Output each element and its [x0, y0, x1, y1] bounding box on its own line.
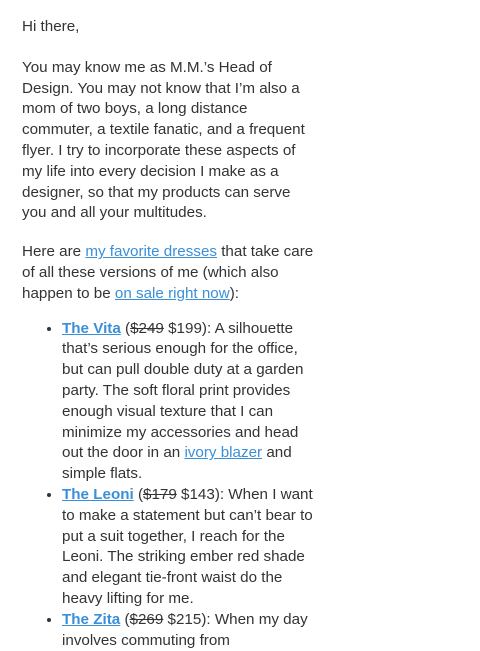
- dress-list: [22, 319, 317, 651]
- zita-old-price: $269: [129, 610, 164, 628]
- intro-paragraph: You may know me as M.M.’s Head of Design. You may not know that I’m also a mom of two boys, a long distance commuter, a textile fanatic, and a frequent flyer. I try to incorporate these aspects of my life into every decision I make as a designer, so that my products can serve you and all your multitudes.: [22, 58, 305, 222]
- greeting: Hi there,: [22, 18, 80, 35]
- zita-open-paren: (: [120, 610, 130, 628]
- email-body: [22, 17, 317, 651]
- vita-old-price: $249: [130, 319, 164, 337]
- zita-new-price: $215: [163, 610, 202, 628]
- lead-paragraph: [22, 242, 317, 304]
- vita-open-paren: (: [120, 319, 131, 337]
- favorite-dresses-link[interactable]: my favorite dresses: [85, 243, 217, 261]
- ivory-blazer-link[interactable]: ivory blazer: [184, 444, 263, 462]
- lead-text-start: Here are: [22, 243, 86, 261]
- vita-link[interactable]: The Vita: [62, 319, 121, 337]
- sale-link[interactable]: on sale right now: [114, 284, 230, 302]
- zita-link[interactable]: The Zita: [62, 610, 121, 628]
- list-item-zita: [62, 610, 317, 651]
- lead-text-middle: that take care of all these versions of me (which also happen to be: [22, 243, 314, 302]
- zita-description: ): When my day involves commuting from: [62, 610, 308, 649]
- vita-description: ): A silhouette that’s serious enough for the office, but can pull double duty at a garden party. The soft floral print provides enough visual texture that I can minimize my accessories and head out the door in an: [62, 319, 304, 462]
- vita-description-end: and simple flats.: [62, 444, 292, 483]
- list-item-vita: [62, 319, 317, 485]
- vita-new-price: $199: [163, 319, 202, 337]
- leoni-description: ): When I want to make a statement but can’t bear to put a suit together, I reach for the Leoni. The striking ember red shade and elegant tie-front waist do the heavy lifting for me.: [62, 485, 313, 607]
- list-item-leoni: [62, 485, 317, 610]
- leoni-open-paren: (: [133, 485, 143, 503]
- leoni-old-price: $179: [143, 485, 177, 503]
- lead-text-end: ):: [229, 284, 240, 302]
- leoni-link[interactable]: The Leoni: [62, 485, 134, 503]
- leoni-new-price: $143: [176, 485, 215, 503]
